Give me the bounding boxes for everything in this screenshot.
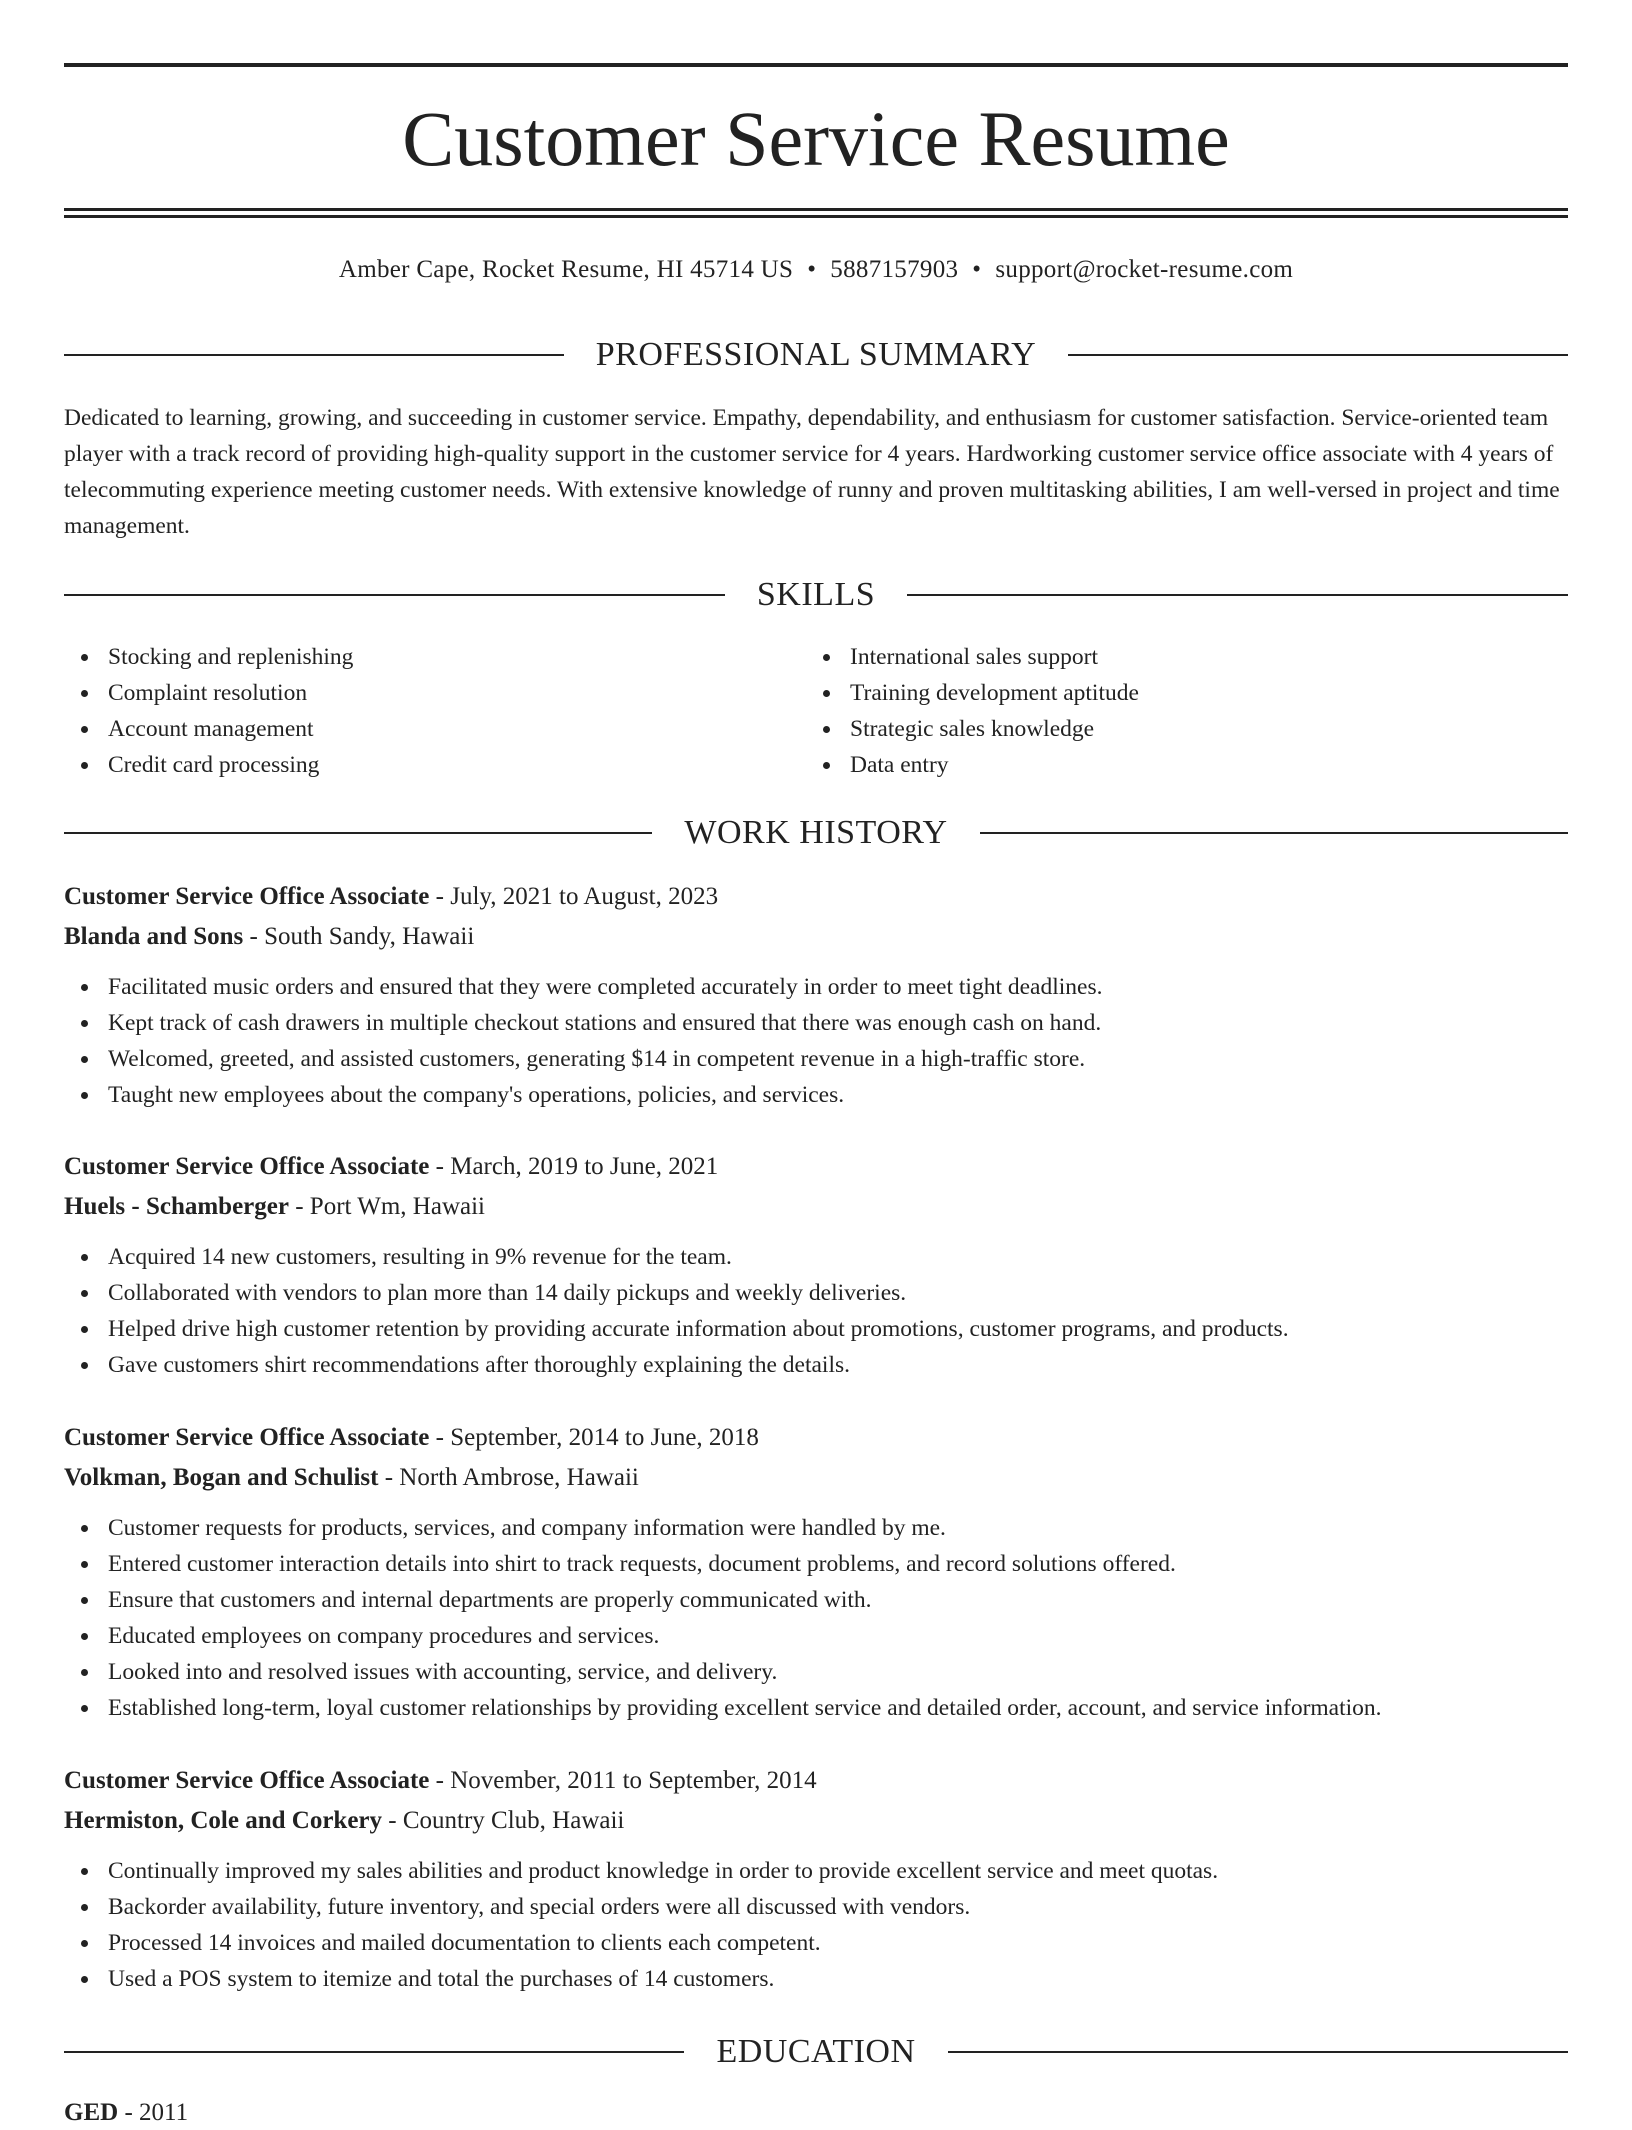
job-title: Customer Service Office Associate <box>64 1424 430 1451</box>
skill-item: International sales support <box>806 639 1506 675</box>
education-entry <box>64 2096 188 2130</box>
job-duty-item: Customer requests for products, services, and company information were handled by me. <box>64 1510 1568 1546</box>
job-title: Customer Service Office Associate <box>64 883 430 910</box>
divider <box>64 354 564 356</box>
contact-address: Amber Cape, Rocket Resume, HI 45714 US <box>338 256 794 283</box>
job-duty-item: Educated employees on company procedures and services. <box>64 1618 1568 1654</box>
skill-item: Complaint resolution <box>64 675 764 711</box>
job-dates: - November, 2011 to September, 2014 <box>429 1767 817 1794</box>
job-duty-item: Ensure that customers and internal departments are properly communicated with. <box>64 1582 1568 1618</box>
job-dates: - September, 2014 to June, 2018 <box>429 1424 759 1451</box>
job-company-line <box>64 1801 1568 1841</box>
job-duty-item: Taught new employees about the company's operations, policies, and services. <box>64 1077 1568 1113</box>
job-location: - South Sandy, Hawaii <box>243 923 475 950</box>
divider <box>64 594 725 596</box>
job-company: Blanda and Sons <box>64 923 244 950</box>
job-company-line <box>64 1458 1568 1498</box>
job-duty-item: Entered customer interaction details into shirt to track requests, document problems, and record solutions offered. <box>64 1546 1568 1582</box>
section-heading-skills <box>64 573 1568 617</box>
job-location: - Port Wm, Hawaii <box>288 1193 486 1220</box>
job-duty-item: Collaborated with vendors to plan more than 14 daily pickups and weekly deliveries. <box>64 1275 1568 1311</box>
skill-item: Data entry <box>806 747 1506 783</box>
top-rule <box>64 63 1568 67</box>
job-duties <box>64 1853 1568 1997</box>
job-title: Customer Service Office Associate <box>64 1767 430 1794</box>
section-title: PROFESSIONAL SUMMARY <box>595 336 1037 373</box>
section-title: SKILLS <box>756 576 876 613</box>
section-title: WORK HISTORY <box>684 814 948 851</box>
divider <box>64 832 652 834</box>
contact-line <box>64 253 1568 287</box>
job-duty-item: Processed 14 invoices and mailed documentation to clients each competent. <box>64 1925 1568 1961</box>
job-dates: - March, 2019 to June, 2021 <box>429 1153 719 1180</box>
divider <box>948 2051 1568 2053</box>
contact-separator: • <box>972 256 982 283</box>
skill-item: Credit card processing <box>64 747 764 783</box>
contact-separator: • <box>807 256 817 283</box>
job-duty-item: Continually improved my sales abilities and product knowledge in order to provide excellent service and meet quotas. <box>64 1853 1568 1889</box>
job-entry <box>64 1418 1568 1726</box>
job-duty-item: Established long-term, loyal customer relationships by providing excellent service and detailed order, account, and service information. <box>64 1690 1568 1726</box>
job-entry <box>64 877 1568 1113</box>
skills-column-right <box>806 639 1506 783</box>
job-company: Hermiston, Cole and Corkery <box>64 1807 383 1834</box>
skill-item: Stocking and replenishing <box>64 639 764 675</box>
title-double-rule <box>64 208 1568 218</box>
job-duty-item: Helped drive high customer retention by providing accurate information about promotions, customer programs, and products. <box>64 1311 1568 1347</box>
skill-item: Training development aptitude <box>806 675 1506 711</box>
section-heading-education <box>64 2030 1568 2074</box>
job-entry <box>64 1761 1568 1997</box>
page-title: Customer Service Resume <box>402 95 1230 182</box>
section-heading-work-history <box>64 811 1568 855</box>
summary-paragraph: Dedicated to learning, growing, and succeeding in customer service. Empathy, dependability, and enthusiasm for customer satisfaction. Service-oriented team player with a track record of providing high-quality support in the customer service for 4 years. Hardworking customer service office associate with 4 years of telecommuting experience meeting customer needs. With extensive knowledge of runny and proven multitasking abilities, I am well-versed in project and time management. <box>64 405 1560 539</box>
job-location: - Country Club, Hawaii <box>382 1807 625 1834</box>
job-duties <box>64 969 1568 1113</box>
job-title-line <box>64 877 1568 917</box>
contact-phone: 5887157903 <box>830 256 959 283</box>
section-title: EDUCATION <box>716 2033 916 2070</box>
job-duty-item: Backorder availability, future inventory, and special orders were all discussed with vendors. <box>64 1889 1568 1925</box>
job-duties <box>64 1510 1568 1726</box>
job-duty-item: Gave customers shirt recommendations after thoroughly explaining the details. <box>64 1347 1568 1383</box>
divider <box>907 594 1568 596</box>
education-year: - 2011 <box>118 2099 189 2126</box>
job-company: Huels - Schamberger <box>64 1193 289 1220</box>
job-title-line <box>64 1418 1568 1458</box>
job-entry <box>64 1147 1568 1383</box>
divider <box>64 2051 684 2053</box>
job-duty-item: Acquired 14 new customers, resulting in 9% revenue for the team. <box>64 1239 1568 1275</box>
education-degree: GED <box>64 2099 119 2126</box>
job-duty-item: Looked into and resolved issues with accounting, service, and delivery. <box>64 1654 1568 1690</box>
contact-email: support@rocket-resume.com <box>995 256 1294 283</box>
job-company: Volkman, Bogan and Schulist <box>64 1464 379 1491</box>
job-title-line <box>64 1147 1568 1187</box>
job-duty-item: Welcomed, greeted, and assisted customers, generating $14 in competent revenue in a high-traffic store. <box>64 1041 1568 1077</box>
job-dates: - July, 2021 to August, 2023 <box>429 883 719 910</box>
job-duty-item: Used a POS system to itemize and total the purchases of 14 customers. <box>64 1961 1568 1997</box>
job-duty-item: Facilitated music orders and ensured that they were completed accurately in order to meet tight deadlines. <box>64 969 1568 1005</box>
divider <box>980 832 1568 834</box>
job-title-line <box>64 1761 1568 1801</box>
divider <box>1068 354 1568 356</box>
job-duties <box>64 1239 1568 1383</box>
job-title: Customer Service Office Associate <box>64 1153 430 1180</box>
skill-item: Strategic sales knowledge <box>806 711 1506 747</box>
section-heading-summary <box>64 333 1568 377</box>
job-company-line <box>64 917 1568 957</box>
job-duty-item: Kept track of cash drawers in multiple checkout stations and ensured that there was enough cash on hand. <box>64 1005 1568 1041</box>
skills-column-left <box>64 639 764 783</box>
skill-item: Account management <box>64 711 764 747</box>
job-company-line <box>64 1187 1568 1227</box>
job-location: - North Ambrose, Hawaii <box>378 1464 639 1491</box>
